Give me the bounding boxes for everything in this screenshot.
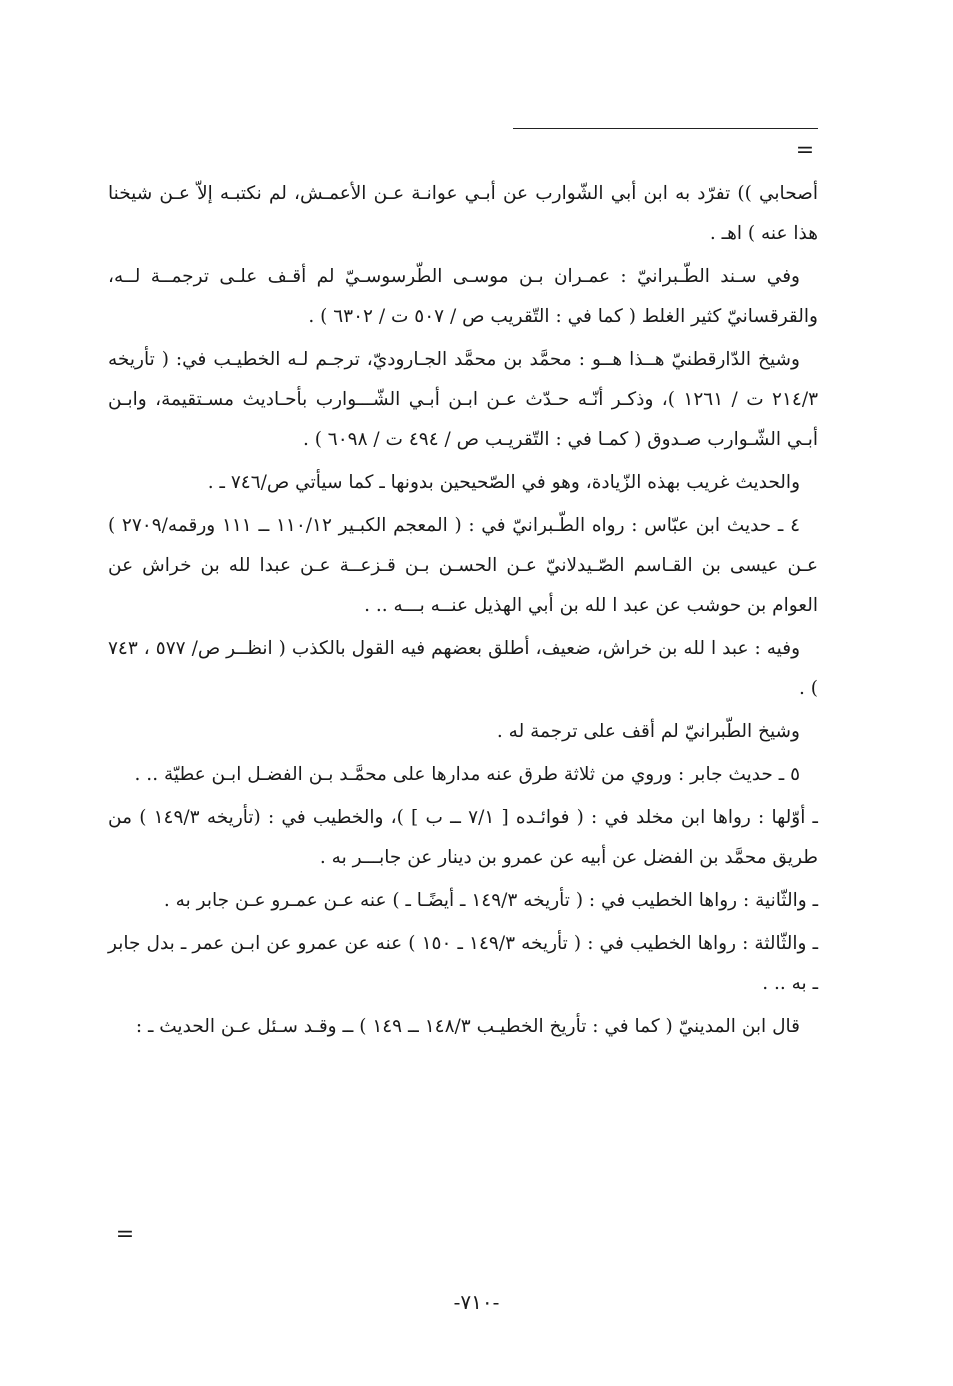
paragraph-4: والحديث غريب بهذه الزّيادة، وهو في الصّحيحين بدونها ـ كما سيأتي ص/٧٤٦ ـ . <box>207 472 800 493</box>
paragraph-12: قال ابن المدينيّ ( كما في : تأريخ الخطيـب ١٤٨/٣ ــ ١٤٩ ) ــ وقـد سـئل عـن الحديث ـ : <box>135 1016 800 1037</box>
continuation-mark-top: = <box>795 138 815 163</box>
paragraph-6: وفيه : عبد ا لله بن خراش، ضعيف، أطلق بعضهم فيه القول بالكذب ( انظــر ص/ ٥٧٧ ، ٧٤٣ ) . <box>108 638 818 699</box>
paragraph-11: ـ والثّالثة : رواها الخطيب في : ( تأريخه ١٤٩/٣ ـ ١٥٠ ) عنه عن عمرو عن ابـن عمر ـ بدل جابر ـ به .. . <box>108 933 818 994</box>
paragraph-1: أصحابي )) تفرّد به ابن أبي الشّوارب عن أبـي عوانـة عـن الأعمـش، لم نكتبـه إلاّ عـن شيخنا هذا عنه ) اهـ . <box>108 183 818 244</box>
page-number: -٧١٠- <box>453 1290 500 1314</box>
paragraph-9: ـ أوّلها : رواها ابن مخلد في : ( فوائـده [ ٧/١ ــ ب ] )، والخطيب في : (تأريخه ١٤٩/٣ ) من طريق محمَّد بن الفضل عن أبيه عن عمرو بن دينار عن جابـــر به . <box>108 807 818 868</box>
paragraph-10: ـ والثّانية : رواها الخطيب في : ( تأريخه ١٤٩/٣ ـ أيضًـا ـ ) عنه عـن عمـرو عـن جابر به . <box>163 890 818 911</box>
paragraph-5: ٤ ـ حديث ابن عبّاس : رواه الطّـبرانيّ في : ( المعجم الكبـير ١١٠/١٢ ــ ١١١ ورقمه/٢٧٠٩ ) عـن عيسى بن القـاسم الصّـيدلانيّ عـن الحسـن بـن قـزعــة عـن عبدا لله بن خراش عن العوام بن حوشب عن عبد ا لله بن أبي الهذيل عنــه بـــه .. . <box>108 515 818 616</box>
footnote-separator-rule <box>513 128 818 129</box>
paragraph-7: وشيخ الطّبرانيّ لم أقف على ترجمة له . <box>496 721 800 742</box>
paragraph-3: وشيخ الدّارقطنيّ هــذا هــو : محمَّد بن محمَّد الجـاروديّ، ترجـم لـه الخطيـب في: ( تأريخه ٢١٤/٣ ت / ١٢٦١ )، وذكـر أنّـه حـدّث عـن ابـن أبـي الشّـــوارب بأحـاديث مسـتقيمة، وابـن أبـي الشّـوارب صـدوق ( كمـا في : التّقريـب ص / ٤٩٤ ت / ٦٠٩٨ ) . <box>108 349 819 450</box>
paragraph-2: وفي سـند الطّـبرانيّ : عمـران بـن موسـى الطّرسوسـيّ لم أقـف علـى ترجمــة لــه، والقرقسانيّ كثير الغلط ( كما في : التّقريب ص / ٥٠٧ ت / ٦٣٠٢ ) . <box>108 266 818 327</box>
footnote-text-block <box>108 174 818 1050</box>
continuation-mark-bottom: = <box>115 1222 135 1247</box>
paragraph-8: ٥ ـ حديث جابر : وروي من ثلاثة طرق عنه مدارها على محمَّـد بـن الفضـل ابـن عطيّة .. . <box>134 764 800 785</box>
